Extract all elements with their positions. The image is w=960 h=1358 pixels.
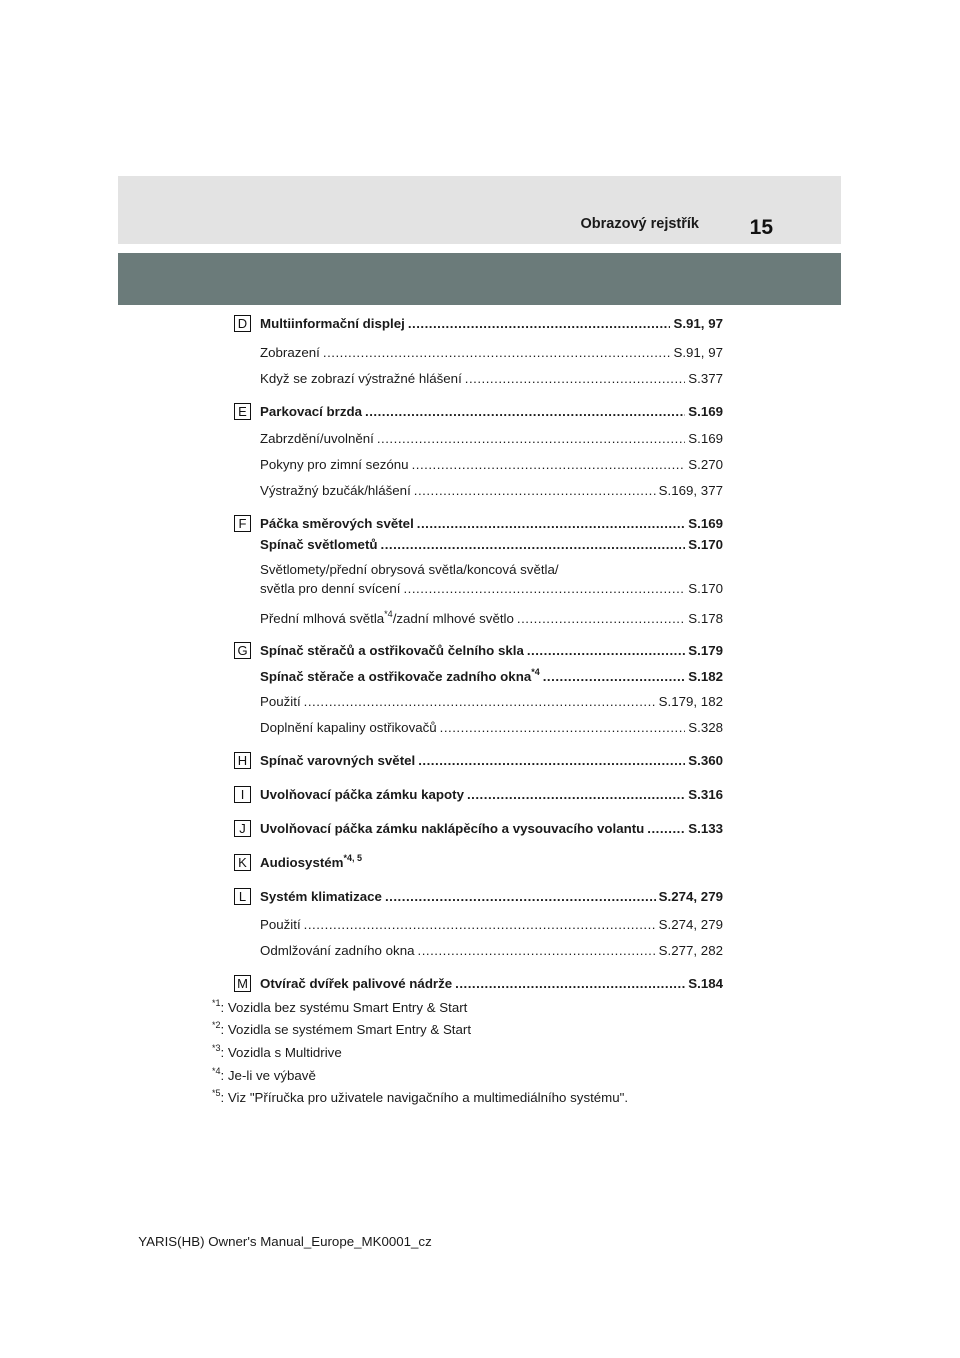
index-letter-f: F (234, 515, 251, 532)
index-letter-k: K (234, 854, 251, 871)
index-subentry[interactable]: Použití ..... S.274, 279 (260, 916, 723, 934)
footnote: $^{*5}$: Viz "Příručka pro uživatele navigačního a multimediálního systému". (212, 1088, 629, 1105)
index-subentry[interactable]: Pokyny pro zimní sezónu ..... S.270 (260, 456, 723, 474)
page-footer: YARIS(HB) Owner's Manual_Europe_MK0001_cz (138, 1234, 432, 1249)
index-entry[interactable]: Multiinformační displej ..... S.91, 97 (260, 315, 723, 333)
index-subentry[interactable]: Zabrzdění/uvolnění ..... S.169 (260, 430, 723, 448)
footnote: $^{*1}$: Vozidla bez systému Smart Entry & Start (212, 998, 468, 1015)
index-entry[interactable]: Otvírač dvířek palivové nádrže ..... S.184 (260, 975, 723, 993)
index-list (234, 0, 723, 1000)
index-entry[interactable]: Spínač varovných světel ..... S.360 (260, 752, 723, 770)
index-entry[interactable]: Audiosystém$^{*4, 5}$ (260, 853, 363, 870)
footnote: $^{*3}$: Vozidla s Multidrive (212, 1043, 342, 1060)
footnote-ref: *4 (384, 609, 393, 619)
page-number: 15 (749, 216, 773, 239)
index-letter-g: G (234, 642, 251, 659)
index-letter-l: L (234, 888, 251, 905)
index-letter-h: H (234, 752, 251, 769)
footnote-ref: *4 (531, 667, 540, 677)
footnote-ref: *4, 5 (343, 853, 363, 863)
index-entry[interactable]: Uvolňovací páčka zámku naklápěcího a vysouvacího volantu ..... S.133 (260, 820, 723, 838)
footnote: $^{*4}$: Je-li ve výbavě (212, 1066, 316, 1083)
index-letter-j: J (234, 820, 251, 837)
index-entry[interactable]: Spínač stěračů a ostřikovačů čelního skla ..... S.179 (260, 642, 723, 660)
index-subentry[interactable]: Doplnění kapaliny ostřikovačů ..... S.328 (260, 719, 723, 737)
index-entry[interactable]: Parkovací brzda ..... S.169 (260, 403, 723, 421)
index-entry[interactable]: Spínač světlometů ..... S.170 (260, 536, 723, 554)
index-subentry[interactable]: světla pro denní svícení ..... S.170 (260, 580, 723, 598)
index-subentry[interactable]: Když se zobrazí výstražné hlášení ..... S.377 (260, 370, 723, 388)
index-letter-e: E (234, 403, 251, 420)
index-entry[interactable]: Uvolňovací páčka zámku kapoty ..... S.316 (260, 786, 723, 804)
index-subentry[interactable]: Výstražný bzučák/hlášení ..... S.169, 377 (260, 482, 723, 500)
index-subentry[interactable]: Přední mlhová světla$^{*4}$/zadní mlhové světlo ..... S.178 (260, 610, 723, 628)
index-entry[interactable]: Spínač stěrače a ostřikovače zadního okna$^{*4}$ ..... S.182 (260, 668, 723, 686)
index-letter-m: M (234, 975, 251, 992)
index-entry[interactable]: Systém klimatizace ..... S.274, 279 (260, 888, 723, 906)
index-subentry[interactable]: Použití ..... S.179, 182 (260, 693, 723, 711)
footnote: $^{*2}$: Vozidla se systémem Smart Entry & Start (212, 1020, 472, 1037)
section-title: Obrazový rejstřík (580, 216, 699, 232)
index-letter-i: I (234, 786, 251, 803)
index-subentry[interactable]: Zobrazení ..... S.91, 97 (260, 344, 723, 362)
index-subentry-line: Světlomety/přední obrysová světla/koncová světla/ (260, 562, 559, 577)
index-entry[interactable]: Páčka směrových světel ..... S.169 (260, 515, 723, 533)
index-subentry[interactable]: Odmlžování zadního okna ..... S.277, 282 (260, 942, 723, 960)
index-letter-d: D (234, 315, 251, 332)
